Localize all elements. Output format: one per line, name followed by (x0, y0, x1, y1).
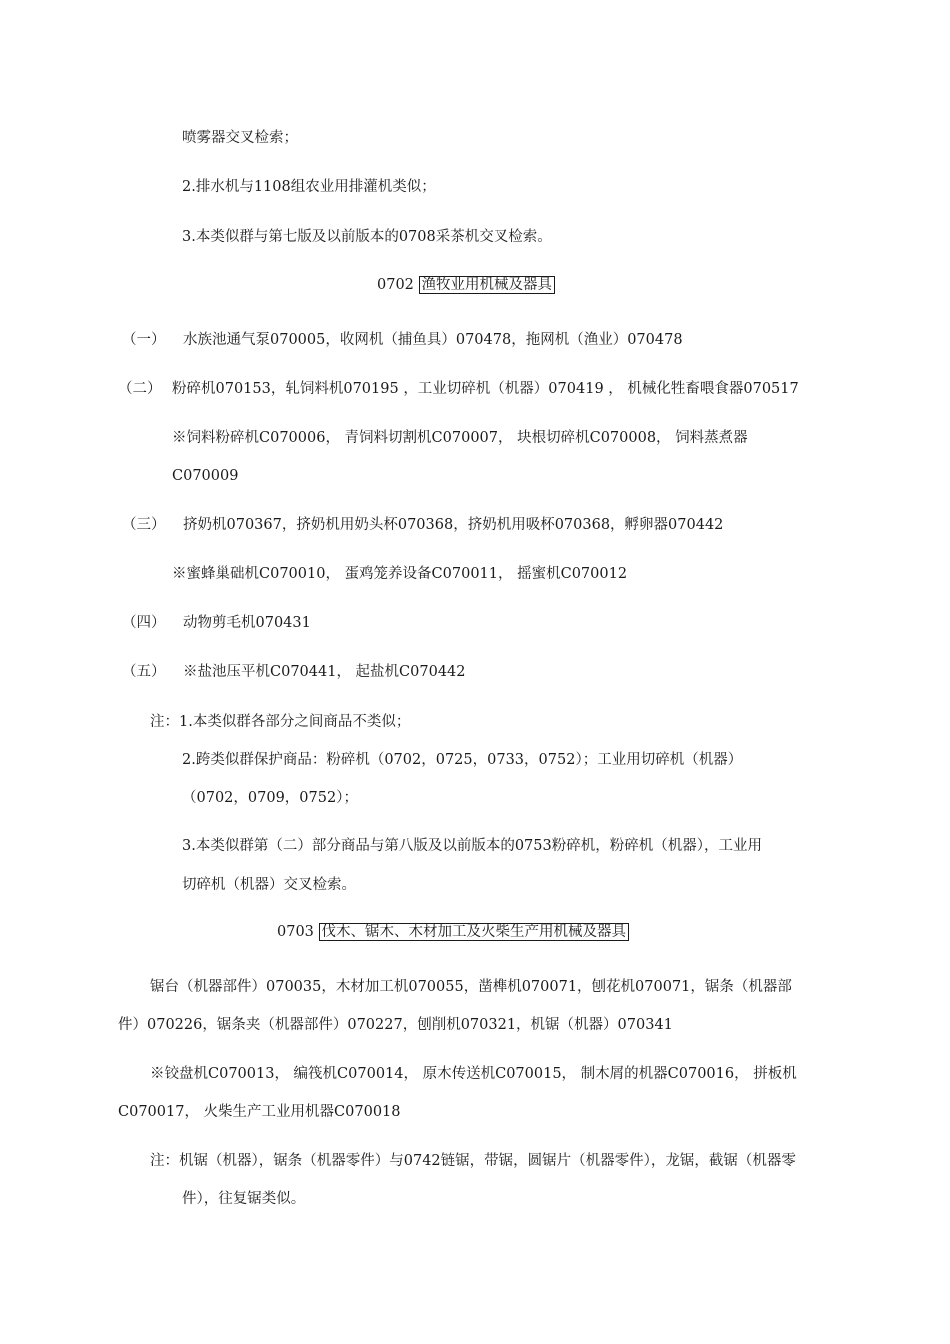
section-subtext-line: ※蜜蜂巢础机C070010， 蛋鸡笼养设备C070011， 摇蜜机C070012 (172, 566, 628, 582)
intro-note-line-1: 喷雾器交叉检索； (182, 130, 298, 146)
paragraph-line: C070017， 火柴生产工业用机器C070018 (118, 1104, 401, 1120)
paragraph-line: 锯台（机器部件）070035，木材加工机070055，凿榫机070071，刨花机070071，锯条（机器部 (150, 979, 792, 995)
section-marker: （二） (118, 381, 162, 397)
section-text: ※盐池压平机C070441， 起盐机C070442 (183, 664, 466, 680)
group-code: 0703 (277, 924, 314, 940)
note-line: 注：机锯（机器），锯条（机器零件）与0742链锯，带锯，圆锯片（机器零件），龙锯，截锯（机器零 (150, 1153, 796, 1169)
group-title: 渔牧业用机械及器具 (419, 276, 556, 294)
section-subtext-line: ※饲料粉碎机C070006， 青饲料切割机C070007， 块根切碎机C070008， 饲料蒸煮器 (172, 430, 748, 446)
section-text: 粉碎机070153，轧饲料机070195 ，工业切碎机（机器）070419 ， 机械化牲畜喂食器070517 (172, 381, 799, 397)
group-0702-heading (377, 275, 555, 295)
note-line: 3.本类似群第（二）部分商品与第八版及以前版本的0753粉碎机，粉碎机（机器），工业用 (182, 838, 762, 854)
group-0703-heading (277, 922, 629, 942)
note-line: 注：1.本类似群各部分之间商品不类似； (150, 714, 411, 730)
note-line: 切碎机（机器）交叉检索。 (182, 877, 356, 893)
intro-note-line-2: 2.排水机与1108组农业用排灌机类似； (182, 179, 436, 195)
note-line: （0702，0709，0752）； (182, 790, 358, 806)
paragraph-line: 件）070226，锯条夹（机器部件）070227，刨削机070321，机锯（机器）070341 (118, 1017, 673, 1033)
section-marker: （一） (122, 332, 166, 348)
section-subtext-line: C070009 (172, 468, 239, 484)
note-line: 2.跨类似群保护商品：粉碎机（0702，0725，0733，0752）；工业用切碎机（机器） (182, 752, 743, 768)
group-code: 0702 (377, 277, 414, 293)
group-title: 伐木、锯木、木材加工及火柴生产用机械及器具 (319, 923, 630, 941)
section-text: 动物剪毛机070431 (183, 615, 311, 631)
section-marker: （四） (122, 615, 166, 631)
paragraph-line: ※铰盘机C070013， 编筏机C070014， 原木传送机C070015， 制木屑的机器C070016， 拼板机 (150, 1066, 797, 1082)
section-text: 水族池通气泵070005，收网机（捕鱼具）070478，拖网机（渔业）070478 (183, 332, 683, 348)
section-marker: （五） (122, 664, 166, 680)
section-text: 挤奶机070367，挤奶机用奶头杯070368，挤奶机用吸杯070368，孵卵器070442 (183, 517, 724, 533)
section-marker: （三） (122, 517, 166, 533)
note-line: 件），往复锯类似。 (182, 1191, 306, 1207)
intro-note-line-3: 3.本类似群与第七版及以前版本的0708采茶机交叉检索。 (182, 229, 552, 245)
